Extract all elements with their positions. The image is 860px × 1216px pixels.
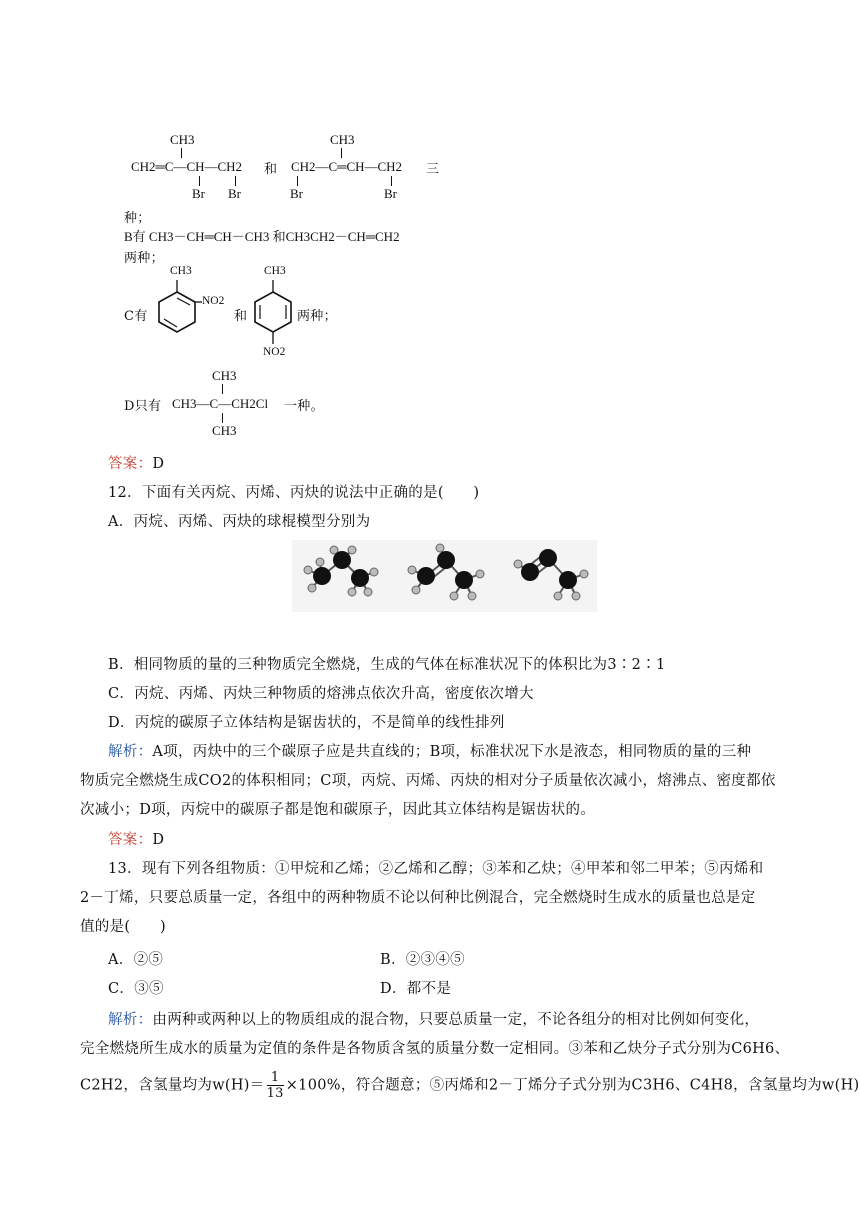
question-13-line2: 2－丁烯，只要总质量一定，各组中的两种物质不论以何种比例混合，完全燃烧时生成水的质量也总是定 xyxy=(80,890,756,906)
substituent-no2: NO2 xyxy=(202,295,225,307)
bond-line xyxy=(297,176,298,186)
fraction xyxy=(267,1070,284,1101)
fraction-denominator: 13 xyxy=(266,1086,284,1101)
option-c-prefix: C有 xyxy=(124,309,148,324)
formula-main: CH2—C═CH—CH2 xyxy=(291,159,403,174)
question-13-line1: 13．现有下列各组物质：①甲烷和乙烯；②乙烯和乙醇；③苯和乙炔；④甲苯和邻二甲苯；⑤丙烯和 xyxy=(108,861,764,877)
ring-para-nitrotoluene xyxy=(248,276,298,348)
text-kinds: 种； xyxy=(124,211,151,226)
question-13-option-c: C．③⑤ xyxy=(108,981,164,997)
substituent-ch3: CH3 xyxy=(330,132,355,147)
question-13-option-b: B．②③④⑤ xyxy=(380,952,465,968)
substituent-ch3: CH3 xyxy=(212,423,237,438)
substituent-ch3: CH3 xyxy=(264,265,286,277)
bond-line xyxy=(235,176,236,186)
analysis-text: C2H2，含氢量均为w(H)＝ xyxy=(80,1077,265,1094)
connector-text: 三 xyxy=(426,162,440,177)
formula-main: CH3—C—CH2Cl xyxy=(172,396,269,411)
option-c-kinds: 两种； xyxy=(297,309,337,324)
bond-line xyxy=(199,176,200,186)
bond-line xyxy=(391,176,392,186)
substituent-br: Br xyxy=(192,186,205,201)
question-12-option-c: C．丙烷、丙烯、丙炔三种物质的熔沸点依次升高，密度依次增大 xyxy=(108,686,534,702)
analysis-text: A项，丙炔中的三个碳原子应是共直线的；B项，标准状况下水是液态，相同物质的量的三种 xyxy=(152,744,752,760)
analysis-12-line1 xyxy=(108,740,751,761)
answer-label: 答案： xyxy=(108,456,153,472)
analysis-12-line3: 次减小；D项，丙烷中的碳原子都是饱和碳原子，因此其立体结构是锯齿状的。 xyxy=(80,802,596,818)
fraction-numerator: 1 xyxy=(267,1070,284,1086)
analysis-text: 由两种或两种以上的物质组成的混合物，只要总质量一定，不论各组分的相对比例如何变化， xyxy=(152,1012,760,1028)
analysis-13-line2: 完全燃烧所生成水的质量为定值的条件是各物质含氢的质量分数一定相同。③苯和乙炔分子式分别为C6H6、 xyxy=(80,1041,790,1057)
question-12-option-d: D．丙烷的碳原子立体结构是锯齿状的，不是简单的线性排列 xyxy=(108,715,505,731)
analysis-label: 解析： xyxy=(108,744,153,760)
bond-line xyxy=(222,384,223,394)
substituent-br: Br xyxy=(384,186,397,201)
question-12-option-a: A．丙烷、丙烯、丙炔的球棍模型分别为 xyxy=(108,514,371,530)
option-d-prefix: D只有 xyxy=(124,399,162,414)
bond-line xyxy=(341,148,342,158)
answer-line xyxy=(108,452,164,473)
connector-text: 和 xyxy=(234,309,248,324)
substituent-ch3: CH3 xyxy=(170,132,195,147)
analysis-13-line1 xyxy=(108,1008,759,1029)
question-12-option-b: B．相同物质的量的三种物质完全燃烧，生成的气体在标准状况下的体积比为3∶2∶1 xyxy=(108,657,666,673)
answer-value: D xyxy=(152,456,165,472)
question-13-line3: 值的是( ) xyxy=(80,919,166,935)
option-b-kinds: 两种； xyxy=(124,251,164,266)
ball-and-stick-models-image xyxy=(292,540,597,612)
bond-line xyxy=(181,148,182,158)
option-d-suffix: 一种。 xyxy=(284,399,324,414)
analysis-text: ×100%，符合题意；⑤丙烯和2－丁烯分子式分别为C3H6、C4H8，含氢量均为w(H) xyxy=(285,1077,860,1094)
substituent-ch3: CH3 xyxy=(170,265,192,277)
substituent-br: Br xyxy=(228,186,241,201)
analysis-label: 解析： xyxy=(108,1012,153,1028)
bond-line xyxy=(222,413,223,423)
substituent-no2: NO2 xyxy=(263,346,286,358)
answer-label: 答案： xyxy=(108,832,153,848)
question-13-option-d: D．都不是 xyxy=(380,981,452,997)
substituent-ch3: CH3 xyxy=(212,368,237,383)
analysis-13-line3 xyxy=(80,1070,860,1101)
question-13-option-a: A．②⑤ xyxy=(108,952,164,968)
connector-text: 和 xyxy=(264,162,278,177)
formula-main: CH2═C—CH—CH2 xyxy=(131,159,243,174)
substituent-br: Br xyxy=(290,186,303,201)
option-b-structures: B有 CH3－CH═CH－CH3 和CH3CH2－CH═CH2 xyxy=(124,229,400,244)
question-12-stem: 12．下面有关丙烷、丙烯、丙炔的说法中正确的是( ) xyxy=(108,485,480,501)
ring-ortho-nitrotoluene xyxy=(152,276,202,338)
answer-line xyxy=(108,828,164,849)
analysis-12-line2: 物质完全燃烧生成CO2的体积相同；C项，丙烷、丙烯、丙炔的相对分子质量依次减小，熔沸点、密度都依 xyxy=(80,773,776,789)
answer-value: D xyxy=(152,832,165,848)
